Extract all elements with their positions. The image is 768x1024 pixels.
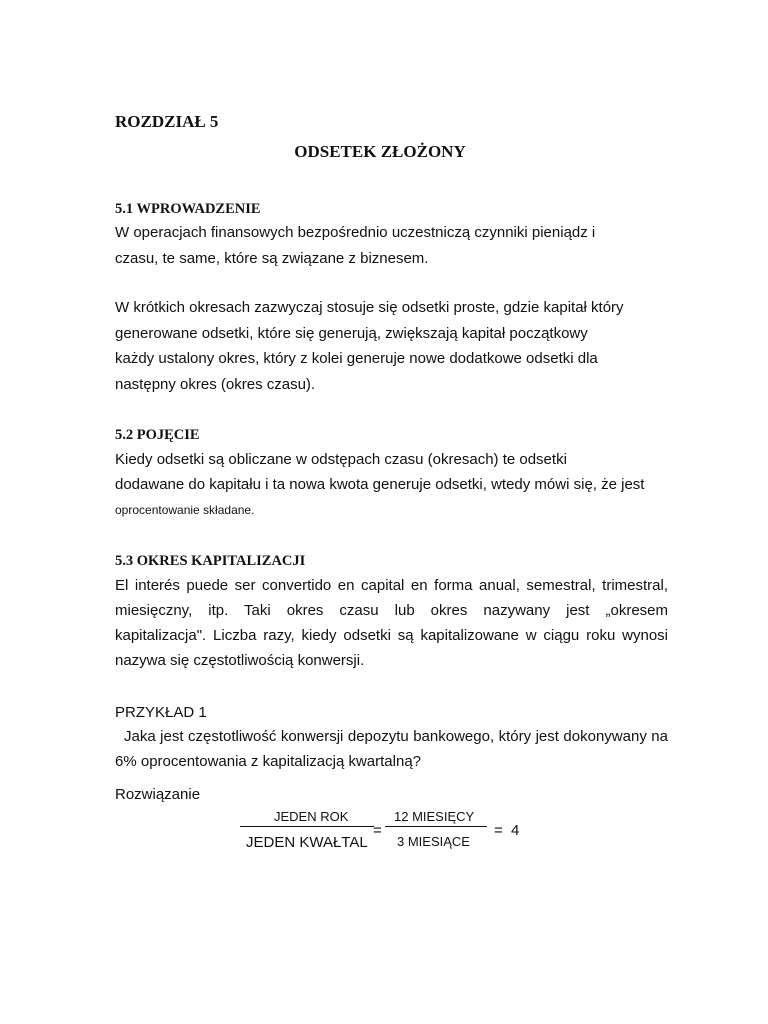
- fraction-bar: [385, 826, 487, 827]
- formula-result: 4: [511, 822, 520, 839]
- paragraph-line: kapitalizacja". Liczba razy, kiedy odsetki są kapitalizowane w ciągu roku wynosi: [115, 627, 668, 644]
- paragraph-line: generowane odsetki, które się generują, zwiększają kapitał początkowy: [115, 325, 588, 342]
- paragraph-line: nazywa się częstotliwością konwersji.: [115, 652, 365, 669]
- chapter-heading: ROZDZIAŁ 5: [115, 112, 219, 131]
- chapter-title: ODSETEK ZŁOŻONY: [294, 142, 466, 161]
- equals-sign: =: [494, 822, 503, 839]
- paragraph-line-small: oprocentowanie składane.: [115, 503, 255, 517]
- example-question-line: 6% oprocentowania z kapitalizacją kwartalną?: [115, 753, 422, 770]
- paragraph-line: El interés puede ser convertido en capital en forma anual, semestral, trimestral,: [115, 577, 668, 594]
- paragraph-line: dodawane do kapitału i ta nowa kwota generuje odsetki, wtedy mówi się, że jest: [115, 476, 645, 493]
- paragraph-line: Kiedy odsetki są obliczane w odstępach czasu (okresach) te odsetki: [115, 451, 567, 468]
- section-heading-5-2: 5.2 POJĘCIE: [115, 427, 200, 443]
- section-heading-5-3: 5.3 OKRES KAPITALIZACJI: [115, 553, 306, 569]
- paragraph-line: miesięczny, itp. Taki okres czasu lub okres nazywany jest „okresem: [115, 602, 668, 619]
- equals-sign: =: [373, 822, 382, 839]
- paragraph-line: czasu, te same, które są związane z biznesem.: [115, 250, 429, 267]
- paragraph-line: każdy ustalony okres, który z kolei generuje nowe dodatkowe odsetki dla: [115, 350, 598, 367]
- fraction-numerator: JEDEN ROK: [274, 809, 349, 824]
- fraction-denominator: JEDEN KWAŁTAL: [246, 834, 368, 851]
- section-heading-5-1: 5.1 WPROWADZENIE: [115, 201, 261, 217]
- paragraph-line: W operacjach finansowych bezpośrednio uczestniczą czynniki pieniądz i: [115, 224, 596, 241]
- fraction-denominator: 3 MIESIĄCE: [397, 834, 470, 849]
- paragraph-line: następny okres (okres czasu).: [115, 376, 316, 393]
- paragraph-line: W krótkich okresach zazwyczaj stosuje się odsetki proste, gdzie kapitał który: [115, 299, 624, 316]
- solution-label: Rozwiązanie: [115, 786, 201, 803]
- example-label: PRZYKŁAD 1: [115, 704, 207, 721]
- example-question-line: Jaka jest częstotliwość konwersji depozytu bankowego, który jest dokonywany na: [115, 728, 668, 745]
- fraction-numerator: 12 MIESIĘCY: [394, 809, 475, 824]
- fraction-bar: [240, 826, 374, 827]
